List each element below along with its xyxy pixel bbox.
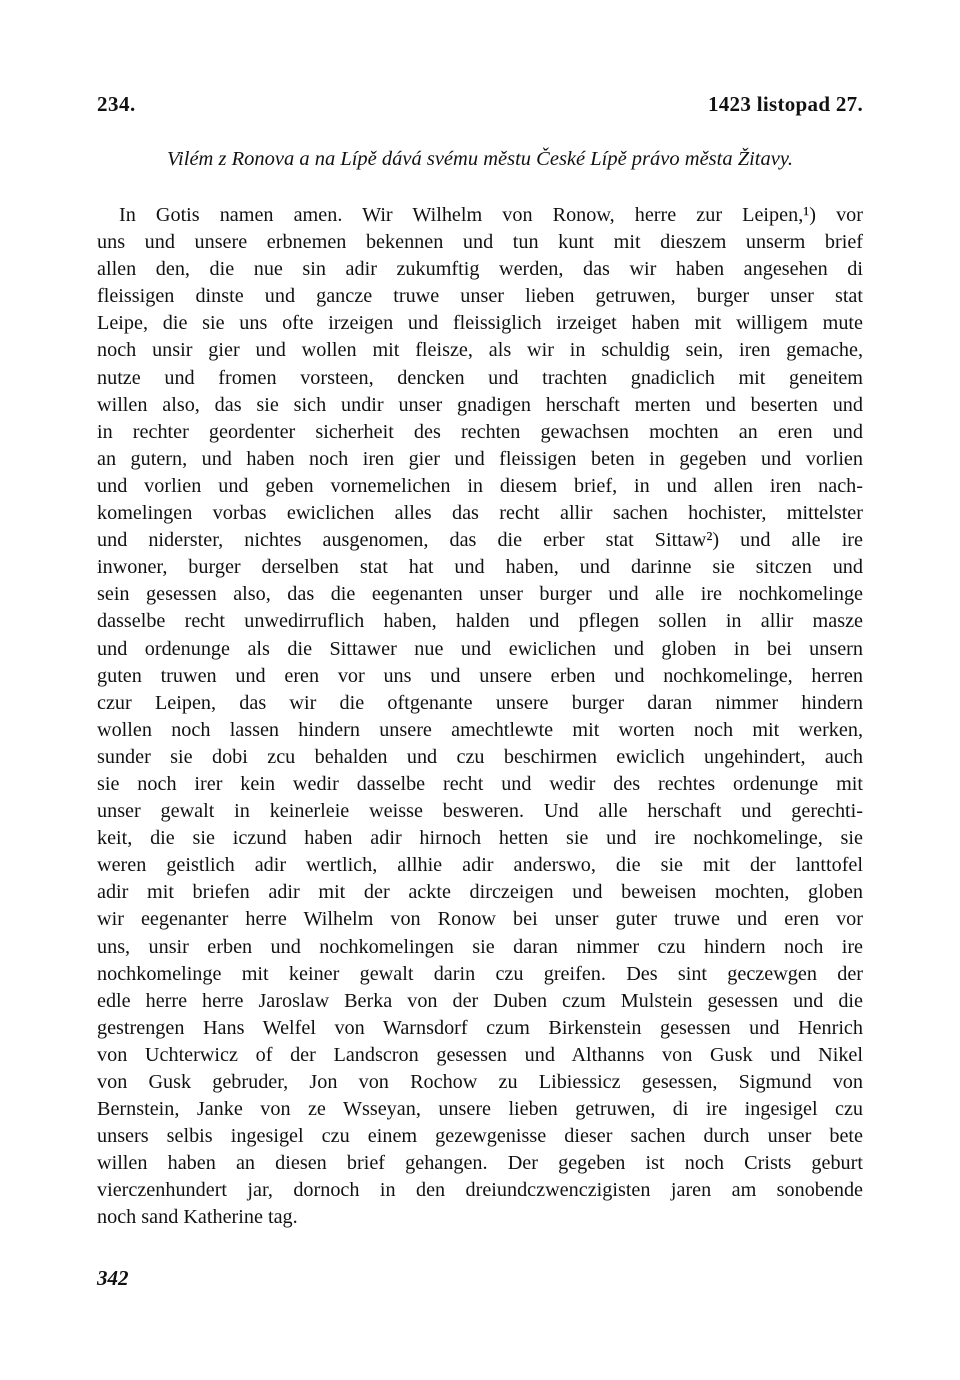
body-line: und vorlien und geben vornemelichen in diesem brief, in und allen iren nach-: [97, 474, 863, 497]
body-line: willen also, das sie sich undir unser gnadigen herschaft merten und beserten und: [97, 393, 863, 416]
body-line: Bernstein, Janke von ze Wsseyan, unsere lieben getruwen, di ire ingesigel czu: [97, 1098, 863, 1121]
document-date: 1423 listopad 27.: [707, 92, 863, 116]
body-line: von Gusk gebruder, Jon von Rochow zu Libiessicz gesessen, Sigmund von: [97, 1071, 863, 1093]
body-line: unsers selbis ingesigel czu einem gezewgenisse dieser sachen durch unser bete: [97, 1125, 863, 1148]
body-line: und niderster, nichtes ausgenomen, das die erber stat Sittaw²) und alle ire: [97, 529, 863, 552]
body-line: guten truwen und eren vor uns und unsere erben und nochkomelinge, herren: [97, 664, 863, 687]
body-line: fleissigen dinste und gancze truwe unser lieben getruwen, burger unser stat: [97, 285, 863, 308]
body-line: inwoner, burger derselben stat hat und haben, und darinne sie sitczen und: [97, 556, 863, 579]
body-line: wir eegenanter herre Wilhelm von Ronow bei unser guter truwe und eren vor: [97, 908, 863, 931]
body-line: willen haben an diesen brief gehangen. Der gegeben ist noch Crists geburt: [97, 1152, 863, 1175]
document-title: Vilém z Ronova a na Lípě dává svému městu České Lípě právo města Žitavy.: [167, 148, 793, 170]
body-line: und ordenunge als die Sittawer nue und ewiclichen und globen in bei unsern: [97, 637, 863, 660]
body-line: von Uchterwicz of der Landscron gesessen und Althanns von Gusk und Nikel: [97, 1043, 863, 1066]
body-line: allen den, die nue sin adir zukumftig werden, das wir haben angesehen di: [97, 258, 863, 281]
body-line: uns, unsir erben und nochkomelingen sie daran nimmer czu hindern noch ire: [97, 935, 863, 958]
body-line: weren geistlich adir wertlich, allhie adir anderswo, die sie mit der lanttofel: [97, 854, 863, 877]
body-line: keit, die sie iczund haben adir hirnoch hetten sie und ire nochkomelinge, sie: [97, 827, 863, 850]
body-line: czur Leipen, das wir die oftgenante unsere burger daran nimmer hindern: [97, 691, 863, 714]
body-line: adir mit briefen adir mit der ackte dirczeigen und beweisen mochten, globen: [97, 881, 863, 904]
body-line: wollen noch lassen hindern unsere amechtlewte mit worten noch mit werken,: [97, 718, 863, 741]
body-line: unser gewalt in keinerleie weisse besweren. Und alle herschaft und gerechti-: [97, 800, 863, 823]
page-number: 342: [97, 1266, 129, 1290]
body-line: vierczenhundert jar, dornoch in den dreiundczwenczigisten jaren am sonobende: [97, 1179, 863, 1202]
body-line: uns und unsere erbnemen bekennen und tun kunt mit dieszem unserm brief: [97, 231, 863, 254]
body-line: dasselbe recht unwedirruflich haben, halden und pflegen sollen in allir masze: [97, 610, 863, 633]
body-line: noch sand Katherine tag.: [97, 1206, 298, 1229]
body-line: in rechter geordenter sicherheit des rechten gewachsen mochten an eren und: [97, 420, 863, 443]
body-line: edle herre herre Jaroslaw Berka von der Duben czum Mulstein gesessen und die: [97, 989, 863, 1012]
document-number: 234.: [97, 92, 136, 116]
document-body: [97, 202, 863, 1232]
body-line: sie noch irer kein wedir dasselbe recht und wedir des rechtes ordenunge mit: [97, 772, 863, 795]
body-line: gestrengen Hans Welfel von Warnsdorf czum Birkenstein gesessen und Henrich: [97, 1016, 863, 1039]
body-line: nochkomelinge mit keiner gewalt darin czu greifen. Des sint geczewgen der: [97, 962, 863, 985]
body-line: sein gesessen also, das die eegenanten unser burger und alle ire nochkomelinge: [97, 583, 863, 606]
body-line: nutze und fromen vorsteen, dencken und trachten gnadiclich mit geneitem: [97, 366, 863, 389]
body-line: Leipe, die sie uns ofte irzeigen und fleissiglich irzeiget haben mit willigem mute: [97, 312, 863, 335]
body-line: an gutern, und haben noch iren gier und fleissigen beten in gegeben und vorlien: [97, 447, 863, 470]
body-line: sunder sie dobi zcu behalden und czu beschirmen ewiclich ungehindert, auch: [97, 745, 863, 768]
body-line: In Gotis namen amen. Wir Wilhelm von Ronow, herre zur Leipen,¹) vor: [119, 204, 863, 226]
body-line: komelingen vorbas ewiclichen alles das recht allir sachen hochister, mittelster: [97, 502, 863, 525]
body-line: noch unsir gier und wollen mit fleisze, als wir in schuldig sein, iren gemache,: [97, 339, 863, 362]
